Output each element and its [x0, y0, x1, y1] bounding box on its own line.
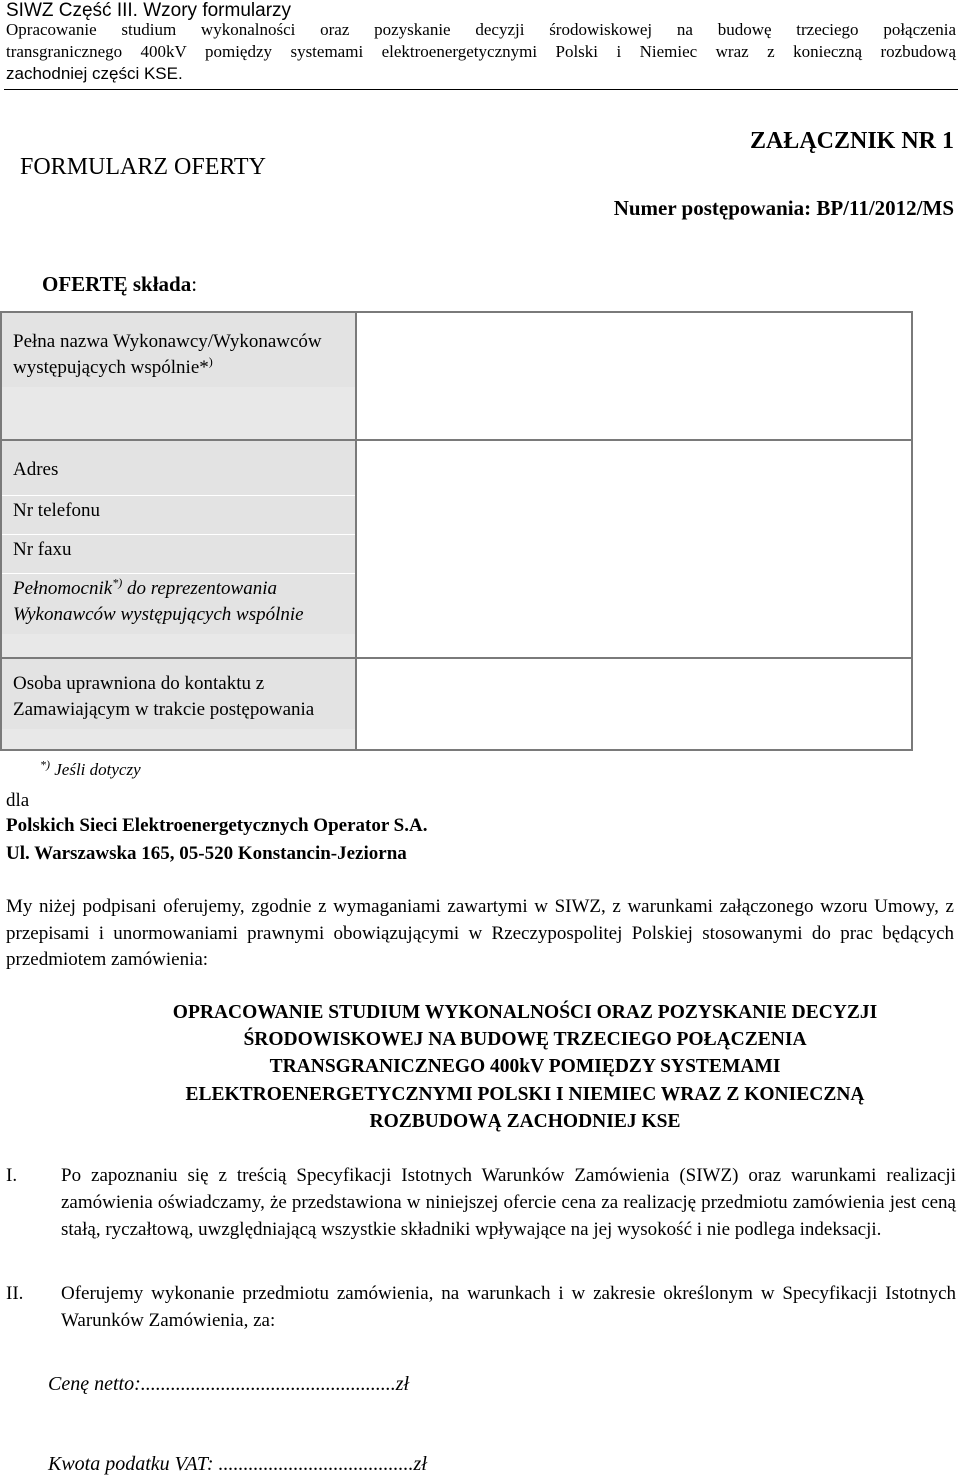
- contact-person-label-cell: [1, 658, 356, 750]
- document-header-line-3: zachodniej części KSE.: [6, 64, 183, 83]
- declaration-item-number: I.: [6, 1165, 18, 1186]
- contract-subject: [60, 999, 960, 1135]
- contact-details-field[interactable]: [356, 440, 912, 658]
- proxy-label: [2, 573, 355, 634]
- vat-amount-field: [48, 1453, 427, 1476]
- case-number: Numer postępowania: BP/11/2012/MS: [613, 196, 954, 220]
- vat-amount-label: Kwota podatku VAT: .......................................zł: [48, 1453, 427, 1475]
- document-header-title: SIWZ Część III. Wzory formularzy: [6, 0, 292, 21]
- footnote-text: Jeśli dotyczy: [50, 760, 141, 779]
- address-label: Adres: [2, 441, 355, 495]
- full-name-footnote-mark: ): [208, 354, 213, 369]
- declaration-item-text: Po zapoznaniu się z treścią Specyfikacji Istotnych Warunków Zamówienia (SIWZ) oraz warunkami realizacji zamówienia oświadczamy, że przedstawiona w niniejszej ofercie cena za realizację przedmiotu zamówienia jest ceną stałą, ryczałtową, uwzględniającą wszystkie składniki wpływające na jej wysokość i nie podlega indeksacji.: [61, 1165, 956, 1240]
- addressee-company: Polskich Sieci Elektroenergetycznych Operator S.A.: [6, 815, 428, 836]
- contract-subject-line: ELEKTROENERGETYCZNYMI POLSKI I NIEMIEC WRAZ Z KONIECZNĄ: [185, 1083, 865, 1105]
- document-header-line-1: Opracowanie studium wykonalności oraz pozyskanie decyzji środowiskowej na budowę trzeciego połączenia: [6, 20, 956, 39]
- full-name-label-cell: [1, 312, 356, 440]
- document-header-line-2: transgranicznego 400kV pomiędzy systemami elektroenergetycznymi Polski i Niemiec wraz z konieczną rozbudową: [6, 42, 956, 61]
- contract-subject-line: ŚRODOWISKOWEJ NA BUDOWĘ TRZECIEGO POŁĄCZENIA: [243, 1029, 807, 1051]
- table-row-contact-details: [1, 440, 912, 658]
- net-price-field: [48, 1373, 409, 1396]
- contract-subject-line: ROZBUDOWĄ ZACHODNIEJ KSE: [369, 1110, 681, 1132]
- net-price-label: Cenę netto:...................................................zł: [48, 1373, 410, 1395]
- table-row-contact-person: [1, 658, 912, 750]
- form-title: FORMULARZ OFERTY: [20, 154, 266, 180]
- proxy-footnote-mark: *): [112, 575, 123, 590]
- declaration-item-number: II.: [6, 1283, 24, 1304]
- phone-label: Nr telefonu: [2, 495, 355, 534]
- contact-person-label: Osoba uprawniona do kontaktu z Zamawiającym w trakcie postępowania: [2, 659, 355, 729]
- submitted-by-label: OFERTĘ składa: [42, 272, 192, 296]
- declaration-item-text: Oferujemy wykonanie przedmiotu zamówienia, na warunkach i w zakresie określonym w Specyfikacji Istotnych Warunków Zamówienia, za:: [61, 1283, 956, 1331]
- full-name-label: [2, 313, 355, 387]
- contract-subject-line: OPRACOWANIE STUDIUM WYKONALNOŚCI ORAZ POZYSKANIE DECYZJI: [172, 1002, 878, 1023]
- attachment-label: ZAŁĄCZNIK NR 1: [749, 128, 954, 154]
- declaration-item: [6, 1162, 956, 1243]
- addressee-prefix: dla: [6, 790, 30, 811]
- full-name-label-text: Pełna nazwa Wykonawcy/Wykonawców występujących wspólnie*: [13, 331, 322, 378]
- contract-subject-line: TRANSGRANICZNEGO 400kV POMIĘDZY SYSTEMAMI: [269, 1056, 781, 1078]
- full-name-field[interactable]: [356, 312, 912, 440]
- contractor-details-table: [0, 311, 913, 751]
- header-divider: [4, 89, 958, 90]
- footnote: [40, 757, 141, 780]
- contact-details-label-cell: [1, 440, 356, 658]
- submitted-by-heading: [42, 272, 197, 297]
- footnote-mark: *): [40, 757, 50, 772]
- submitted-by-colon: :: [191, 272, 198, 296]
- addressee-address: Ul. Warszawska 165, 05-520 Konstancin-Jeziorna: [6, 843, 407, 864]
- intro-paragraph: My niżej podpisani oferujemy, zgodnie z wymaganiami zawartymi w SIWZ, z warunkami załączonego wzoru Umowy, z przepisami i unormowaniami prawnymi obowiązującymi w Rzeczypospolitej Polskiej stosowanymi do prac będących przedmiotem zamówienia:: [6, 896, 954, 970]
- proxy-label-rest: do reprezentowania Wykonawców występujących wspólnie: [13, 578, 304, 625]
- contact-person-field[interactable]: [356, 658, 912, 750]
- proxy-label-text: Pełnomocnik: [13, 578, 113, 599]
- fax-label: Nr faxu: [2, 534, 355, 573]
- table-row-full-name: [1, 312, 912, 440]
- declaration-item: [6, 1280, 956, 1334]
